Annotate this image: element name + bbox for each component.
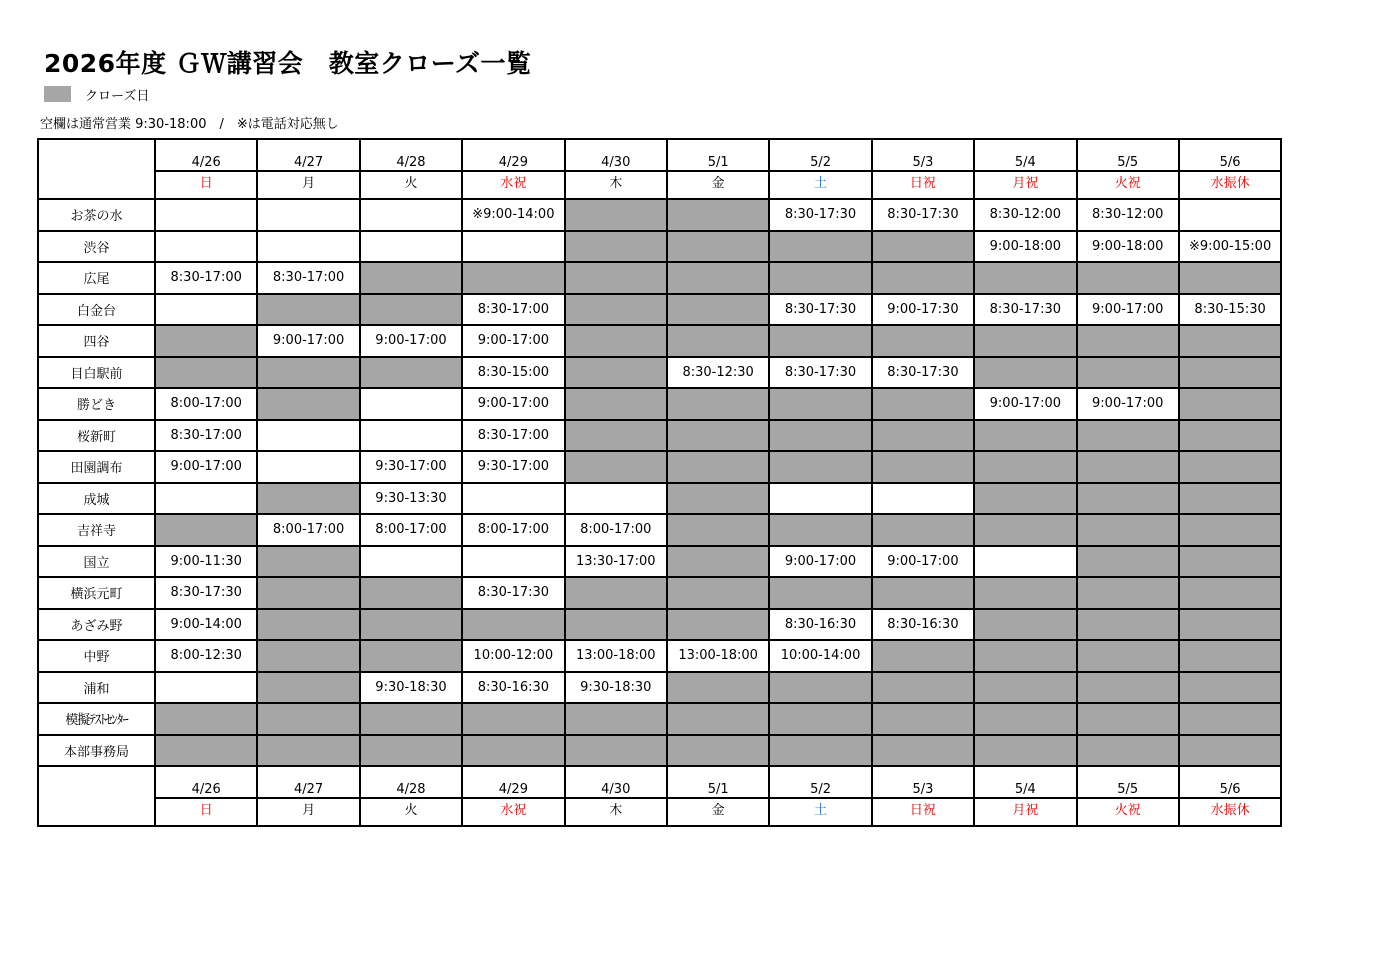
room-name: 吉祥寺 bbox=[38, 514, 155, 546]
header-dow-cell: 木 bbox=[565, 171, 667, 199]
closed-cell bbox=[360, 735, 462, 767]
header-corner bbox=[38, 171, 155, 199]
hours-cell bbox=[872, 483, 974, 515]
header-date-cell: 4/29 bbox=[462, 139, 564, 171]
hours-cell: 8:30-12:00 bbox=[1077, 199, 1179, 231]
footer-corner bbox=[38, 766, 155, 798]
closed-cell bbox=[1077, 546, 1179, 578]
hours-cell bbox=[360, 199, 462, 231]
closed-cell bbox=[667, 672, 769, 704]
table-row bbox=[38, 546, 1281, 578]
hours-cell: 10:00-12:00 bbox=[462, 640, 564, 672]
closed-cell bbox=[872, 231, 974, 263]
closed-cell bbox=[1077, 325, 1179, 357]
hours-cell bbox=[974, 546, 1076, 578]
closed-cell bbox=[974, 640, 1076, 672]
header-dow-cell: 月 bbox=[257, 171, 359, 199]
hours-cell: 8:30-17:30 bbox=[769, 357, 871, 389]
header-dow-cell: 火 bbox=[360, 171, 462, 199]
room-name: あざみ野 bbox=[38, 609, 155, 641]
closed-cell bbox=[360, 609, 462, 641]
table-row bbox=[38, 262, 1281, 294]
footer-date-cell: 4/27 bbox=[257, 766, 359, 798]
closed-cell bbox=[769, 420, 871, 452]
closed-cell bbox=[360, 294, 462, 326]
page-title: 2026年度 ＧＷ講習会 教室クローズ一覧 bbox=[44, 49, 532, 78]
room-name: 本部事務局 bbox=[38, 735, 155, 767]
closed-cell bbox=[462, 609, 564, 641]
hours-cell: 9:00-11:30 bbox=[155, 546, 257, 578]
header-dow-cell: 土 bbox=[769, 171, 871, 199]
closed-cell bbox=[565, 609, 667, 641]
hours-cell: 8:30-17:30 bbox=[155, 577, 257, 609]
closed-cell bbox=[1077, 514, 1179, 546]
closed-cell bbox=[872, 514, 974, 546]
room-name: 浦和 bbox=[38, 672, 155, 704]
closed-cell bbox=[1179, 577, 1281, 609]
hours-cell: 8:30-17:00 bbox=[155, 262, 257, 294]
closed-cell bbox=[1179, 420, 1281, 452]
hours-cell: 8:30-17:00 bbox=[155, 420, 257, 452]
table-row bbox=[38, 672, 1281, 704]
room-name: お茶の水 bbox=[38, 199, 155, 231]
header-date-cell: 5/3 bbox=[872, 139, 974, 171]
footer-corner bbox=[38, 798, 155, 826]
closed-cell bbox=[872, 735, 974, 767]
closed-cell bbox=[565, 388, 667, 420]
hours-cell: 9:00-17:00 bbox=[872, 546, 974, 578]
closed-cell bbox=[872, 388, 974, 420]
table-row bbox=[38, 703, 1281, 735]
closed-cell bbox=[257, 357, 359, 389]
footer-date-cell: 4/29 bbox=[462, 766, 564, 798]
table-row bbox=[38, 294, 1281, 326]
closed-cell bbox=[1179, 672, 1281, 704]
hours-cell: 9:00-17:00 bbox=[1077, 388, 1179, 420]
hours-cell: 9:30-13:30 bbox=[360, 483, 462, 515]
closed-cell bbox=[1077, 703, 1179, 735]
footer-dow-cell: 土 bbox=[769, 798, 871, 826]
closed-cell bbox=[565, 451, 667, 483]
hours-cell: ※9:00-15:00 bbox=[1179, 231, 1281, 263]
footer-date-row bbox=[38, 766, 1281, 798]
room-name: 桜新町 bbox=[38, 420, 155, 452]
closed-cell bbox=[974, 483, 1076, 515]
room-name: 横浜元町 bbox=[38, 577, 155, 609]
closed-cell bbox=[974, 262, 1076, 294]
hours-cell bbox=[155, 672, 257, 704]
hours-cell bbox=[257, 199, 359, 231]
hours-cell: 8:30-16:30 bbox=[872, 609, 974, 641]
hours-cell bbox=[155, 199, 257, 231]
hours-cell: 8:30-17:00 bbox=[462, 420, 564, 452]
hours-cell: 8:00-12:30 bbox=[155, 640, 257, 672]
table-row bbox=[38, 357, 1281, 389]
closed-cell bbox=[565, 294, 667, 326]
hours-cell: 8:00-17:00 bbox=[462, 514, 564, 546]
hours-cell bbox=[1179, 199, 1281, 231]
header-dow-cell: 金 bbox=[667, 171, 769, 199]
header-dow-cell: 火祝 bbox=[1077, 171, 1179, 199]
footer-dow-cell: 金 bbox=[667, 798, 769, 826]
table-row bbox=[38, 577, 1281, 609]
footer-date-cell: 4/30 bbox=[565, 766, 667, 798]
closed-cell bbox=[769, 514, 871, 546]
closed-cell bbox=[1179, 451, 1281, 483]
header-dow-cell: 月祝 bbox=[974, 171, 1076, 199]
header-date-cell: 5/6 bbox=[1179, 139, 1281, 171]
hours-cell: 8:00-17:00 bbox=[155, 388, 257, 420]
closed-cell bbox=[257, 640, 359, 672]
table-row bbox=[38, 735, 1281, 767]
closed-cell bbox=[565, 357, 667, 389]
closed-cell bbox=[1179, 388, 1281, 420]
table-row bbox=[38, 420, 1281, 452]
table-row bbox=[38, 199, 1281, 231]
footer-dow-cell: 日祝 bbox=[872, 798, 974, 826]
table-row bbox=[38, 609, 1281, 641]
hours-cell: 9:00-17:00 bbox=[974, 388, 1076, 420]
closed-cell bbox=[155, 325, 257, 357]
closed-cell bbox=[565, 735, 667, 767]
room-name: 白金台 bbox=[38, 294, 155, 326]
closed-cell bbox=[974, 325, 1076, 357]
footer-date-cell: 4/28 bbox=[360, 766, 462, 798]
footer-date-cell: 5/2 bbox=[769, 766, 871, 798]
header-corner bbox=[38, 139, 155, 171]
room-name: 模擬ﾃｽﾄｾﾝﾀｰ bbox=[38, 703, 155, 735]
closed-cell bbox=[1077, 609, 1179, 641]
closed-cell bbox=[462, 735, 564, 767]
closed-cell bbox=[974, 672, 1076, 704]
closed-cell bbox=[565, 420, 667, 452]
footer-dow-cell: 水振休 bbox=[1179, 798, 1281, 826]
table-row bbox=[38, 514, 1281, 546]
hours-cell: 13:00-18:00 bbox=[667, 640, 769, 672]
table-row bbox=[38, 231, 1281, 263]
hours-cell: 8:30-16:30 bbox=[462, 672, 564, 704]
closed-cell bbox=[667, 577, 769, 609]
closed-cell bbox=[974, 451, 1076, 483]
hours-cell: 9:30-17:00 bbox=[360, 451, 462, 483]
closed-cell bbox=[1179, 703, 1281, 735]
table-row bbox=[38, 483, 1281, 515]
hours-cell: 8:30-17:30 bbox=[872, 199, 974, 231]
closed-cell bbox=[769, 388, 871, 420]
closed-cell bbox=[1077, 262, 1179, 294]
hours-cell: 8:30-12:30 bbox=[667, 357, 769, 389]
closed-cell bbox=[1179, 483, 1281, 515]
footer-dow-cell: 水祝 bbox=[462, 798, 564, 826]
room-name: 渋谷 bbox=[38, 231, 155, 263]
closed-cell bbox=[667, 294, 769, 326]
hours-cell bbox=[155, 483, 257, 515]
closed-cell bbox=[1179, 325, 1281, 357]
hours-cell: 8:30-16:30 bbox=[769, 609, 871, 641]
legend bbox=[44, 85, 149, 103]
hours-cell: 8:30-17:30 bbox=[769, 294, 871, 326]
closed-cell bbox=[155, 357, 257, 389]
room-name: 中野 bbox=[38, 640, 155, 672]
hours-cell: 9:00-14:00 bbox=[155, 609, 257, 641]
closed-cell bbox=[667, 514, 769, 546]
closed-cell bbox=[667, 325, 769, 357]
closed-cell bbox=[769, 672, 871, 704]
footer-date-cell: 5/3 bbox=[872, 766, 974, 798]
footer-dow-cell: 火 bbox=[360, 798, 462, 826]
closed-cell bbox=[155, 735, 257, 767]
hours-cell bbox=[257, 420, 359, 452]
closed-cell bbox=[1077, 577, 1179, 609]
closed-cell bbox=[974, 577, 1076, 609]
closed-cell bbox=[1179, 514, 1281, 546]
room-name: 広尾 bbox=[38, 262, 155, 294]
closed-cell bbox=[462, 703, 564, 735]
hours-cell: 9:00-17:00 bbox=[1077, 294, 1179, 326]
hours-cell: 9:00-18:00 bbox=[1077, 231, 1179, 263]
closed-cell bbox=[667, 703, 769, 735]
closed-cell bbox=[565, 199, 667, 231]
legend-swatch bbox=[44, 86, 71, 102]
hours-cell: 8:00-17:00 bbox=[360, 514, 462, 546]
closed-cell bbox=[872, 325, 974, 357]
hours-cell: 8:30-17:30 bbox=[769, 199, 871, 231]
closed-cell bbox=[1077, 735, 1179, 767]
hours-cell: 13:30-17:00 bbox=[565, 546, 667, 578]
closed-cell bbox=[974, 420, 1076, 452]
closed-cell bbox=[667, 388, 769, 420]
hours-cell: 9:00-17:00 bbox=[257, 325, 359, 357]
closed-cell bbox=[257, 735, 359, 767]
closed-cell bbox=[1179, 262, 1281, 294]
hours-cell: 9:00-17:00 bbox=[769, 546, 871, 578]
header-date-cell: 5/5 bbox=[1077, 139, 1179, 171]
closed-cell bbox=[769, 231, 871, 263]
hours-cell bbox=[360, 420, 462, 452]
header-date-cell: 5/4 bbox=[974, 139, 1076, 171]
closed-cell bbox=[974, 735, 1076, 767]
closed-cell bbox=[667, 546, 769, 578]
closed-cell bbox=[257, 672, 359, 704]
hours-cell: 10:00-14:00 bbox=[769, 640, 871, 672]
closed-cell bbox=[667, 262, 769, 294]
hours-cell: 8:30-17:30 bbox=[872, 357, 974, 389]
closed-cell bbox=[872, 577, 974, 609]
closed-cell bbox=[257, 294, 359, 326]
hours-cell: 9:30-17:00 bbox=[462, 451, 564, 483]
room-name: 田園調布 bbox=[38, 451, 155, 483]
header-date-cell: 4/27 bbox=[257, 139, 359, 171]
hours-cell bbox=[360, 388, 462, 420]
closed-cell bbox=[1077, 672, 1179, 704]
table-row bbox=[38, 451, 1281, 483]
closed-cell bbox=[769, 703, 871, 735]
closed-cell bbox=[1179, 640, 1281, 672]
closed-cell bbox=[667, 199, 769, 231]
closed-cell bbox=[360, 703, 462, 735]
footer-date-cell: 5/4 bbox=[974, 766, 1076, 798]
hours-cell: 9:00-17:00 bbox=[462, 325, 564, 357]
hours-cell: 8:00-17:00 bbox=[565, 514, 667, 546]
hours-cell: 9:00-17:00 bbox=[462, 388, 564, 420]
closed-cell bbox=[565, 262, 667, 294]
closed-cell bbox=[1179, 546, 1281, 578]
room-name: 成城 bbox=[38, 483, 155, 515]
hours-cell: 8:30-17:30 bbox=[462, 577, 564, 609]
closed-cell bbox=[872, 640, 974, 672]
footer-dow-cell: 月祝 bbox=[974, 798, 1076, 826]
closed-cell bbox=[974, 514, 1076, 546]
hours-cell bbox=[769, 483, 871, 515]
closed-cell bbox=[565, 325, 667, 357]
hours-cell bbox=[462, 483, 564, 515]
note-text: 空欄は通常営業 9:30-18:00 / ※は電話対応無し bbox=[40, 117, 339, 132]
footer-dow-row bbox=[38, 798, 1281, 826]
footer-date-cell: 5/1 bbox=[667, 766, 769, 798]
hours-cell bbox=[565, 483, 667, 515]
closed-cell bbox=[155, 514, 257, 546]
closed-cell bbox=[872, 262, 974, 294]
hours-cell: 8:30-12:00 bbox=[974, 199, 1076, 231]
hours-cell: 8:30-15:30 bbox=[1179, 294, 1281, 326]
room-name: 国立 bbox=[38, 546, 155, 578]
footer-dow-cell: 火祝 bbox=[1077, 798, 1179, 826]
hours-cell: ※9:00-14:00 bbox=[462, 199, 564, 231]
room-name: 目白駅前 bbox=[38, 357, 155, 389]
closed-cell bbox=[872, 672, 974, 704]
header-date-cell: 4/30 bbox=[565, 139, 667, 171]
hours-cell: 9:00-17:00 bbox=[155, 451, 257, 483]
hours-cell: 9:00-17:30 bbox=[872, 294, 974, 326]
closed-cell bbox=[360, 262, 462, 294]
header-dow-cell: 日 bbox=[155, 171, 257, 199]
hours-cell bbox=[257, 231, 359, 263]
header-date-row bbox=[38, 139, 1281, 171]
closed-cell bbox=[667, 735, 769, 767]
closed-cell bbox=[1077, 420, 1179, 452]
closed-cell bbox=[667, 231, 769, 263]
closed-cell bbox=[360, 357, 462, 389]
closed-cell bbox=[257, 546, 359, 578]
header-date-cell: 5/2 bbox=[769, 139, 871, 171]
closed-cell bbox=[565, 703, 667, 735]
hours-cell bbox=[462, 231, 564, 263]
hours-cell: 8:30-17:00 bbox=[257, 262, 359, 294]
footer-date-cell: 4/26 bbox=[155, 766, 257, 798]
closed-cell bbox=[667, 420, 769, 452]
hours-cell: 8:00-17:00 bbox=[257, 514, 359, 546]
closed-cell bbox=[872, 420, 974, 452]
hours-cell bbox=[462, 546, 564, 578]
hours-cell bbox=[360, 231, 462, 263]
hours-cell: 9:30-18:30 bbox=[360, 672, 462, 704]
header-dow-cell: 水振休 bbox=[1179, 171, 1281, 199]
footer-dow-cell: 日 bbox=[155, 798, 257, 826]
closed-cell bbox=[1077, 483, 1179, 515]
footer-dow-cell: 月 bbox=[257, 798, 359, 826]
closed-cell bbox=[872, 703, 974, 735]
hours-cell: 9:30-18:30 bbox=[565, 672, 667, 704]
closed-cell bbox=[769, 325, 871, 357]
closed-cell bbox=[667, 451, 769, 483]
closed-cell bbox=[565, 577, 667, 609]
closed-cell bbox=[360, 577, 462, 609]
footer-date-cell: 5/5 bbox=[1077, 766, 1179, 798]
closed-cell bbox=[974, 609, 1076, 641]
closure-table bbox=[37, 138, 1282, 827]
hours-cell: 8:30-15:00 bbox=[462, 357, 564, 389]
header-dow-cell: 水祝 bbox=[462, 171, 564, 199]
footer-date-cell: 5/6 bbox=[1179, 766, 1281, 798]
closed-cell bbox=[155, 703, 257, 735]
hours-cell: 9:00-18:00 bbox=[974, 231, 1076, 263]
closed-cell bbox=[974, 703, 1076, 735]
hours-cell bbox=[360, 546, 462, 578]
closed-cell bbox=[769, 735, 871, 767]
closed-cell bbox=[1077, 357, 1179, 389]
header-dow-cell: 日祝 bbox=[872, 171, 974, 199]
hours-cell bbox=[155, 294, 257, 326]
hours-cell bbox=[155, 231, 257, 263]
header-dow-row bbox=[38, 171, 1281, 199]
room-name: 勝どき bbox=[38, 388, 155, 420]
closed-cell bbox=[257, 483, 359, 515]
table-row bbox=[38, 640, 1281, 672]
table-row bbox=[38, 388, 1281, 420]
closed-cell bbox=[769, 577, 871, 609]
closed-cell bbox=[360, 640, 462, 672]
closed-cell bbox=[769, 262, 871, 294]
closed-cell bbox=[257, 703, 359, 735]
room-rows bbox=[38, 199, 1281, 766]
closed-cell bbox=[1179, 735, 1281, 767]
closed-cell bbox=[257, 609, 359, 641]
closed-cell bbox=[257, 388, 359, 420]
closed-cell bbox=[257, 577, 359, 609]
closed-cell bbox=[462, 262, 564, 294]
closed-cell bbox=[974, 357, 1076, 389]
hours-cell: 13:00-18:00 bbox=[565, 640, 667, 672]
legend-label: クローズ日 bbox=[85, 88, 150, 104]
footer-dow-cell: 木 bbox=[565, 798, 667, 826]
hours-cell bbox=[257, 451, 359, 483]
closed-cell bbox=[872, 451, 974, 483]
header-date-cell: 4/26 bbox=[155, 139, 257, 171]
closed-cell bbox=[1179, 357, 1281, 389]
room-name: 四谷 bbox=[38, 325, 155, 357]
closed-cell bbox=[667, 609, 769, 641]
closed-cell bbox=[1179, 609, 1281, 641]
header-date-cell: 5/1 bbox=[667, 139, 769, 171]
hours-cell: 9:00-17:00 bbox=[360, 325, 462, 357]
hours-cell: 8:30-17:30 bbox=[974, 294, 1076, 326]
closed-cell bbox=[1077, 451, 1179, 483]
closed-cell bbox=[667, 483, 769, 515]
closed-cell bbox=[565, 231, 667, 263]
hours-cell: 8:30-17:00 bbox=[462, 294, 564, 326]
header-date-cell: 4/28 bbox=[360, 139, 462, 171]
table-row bbox=[38, 325, 1281, 357]
closed-cell bbox=[1077, 640, 1179, 672]
closed-cell bbox=[769, 451, 871, 483]
